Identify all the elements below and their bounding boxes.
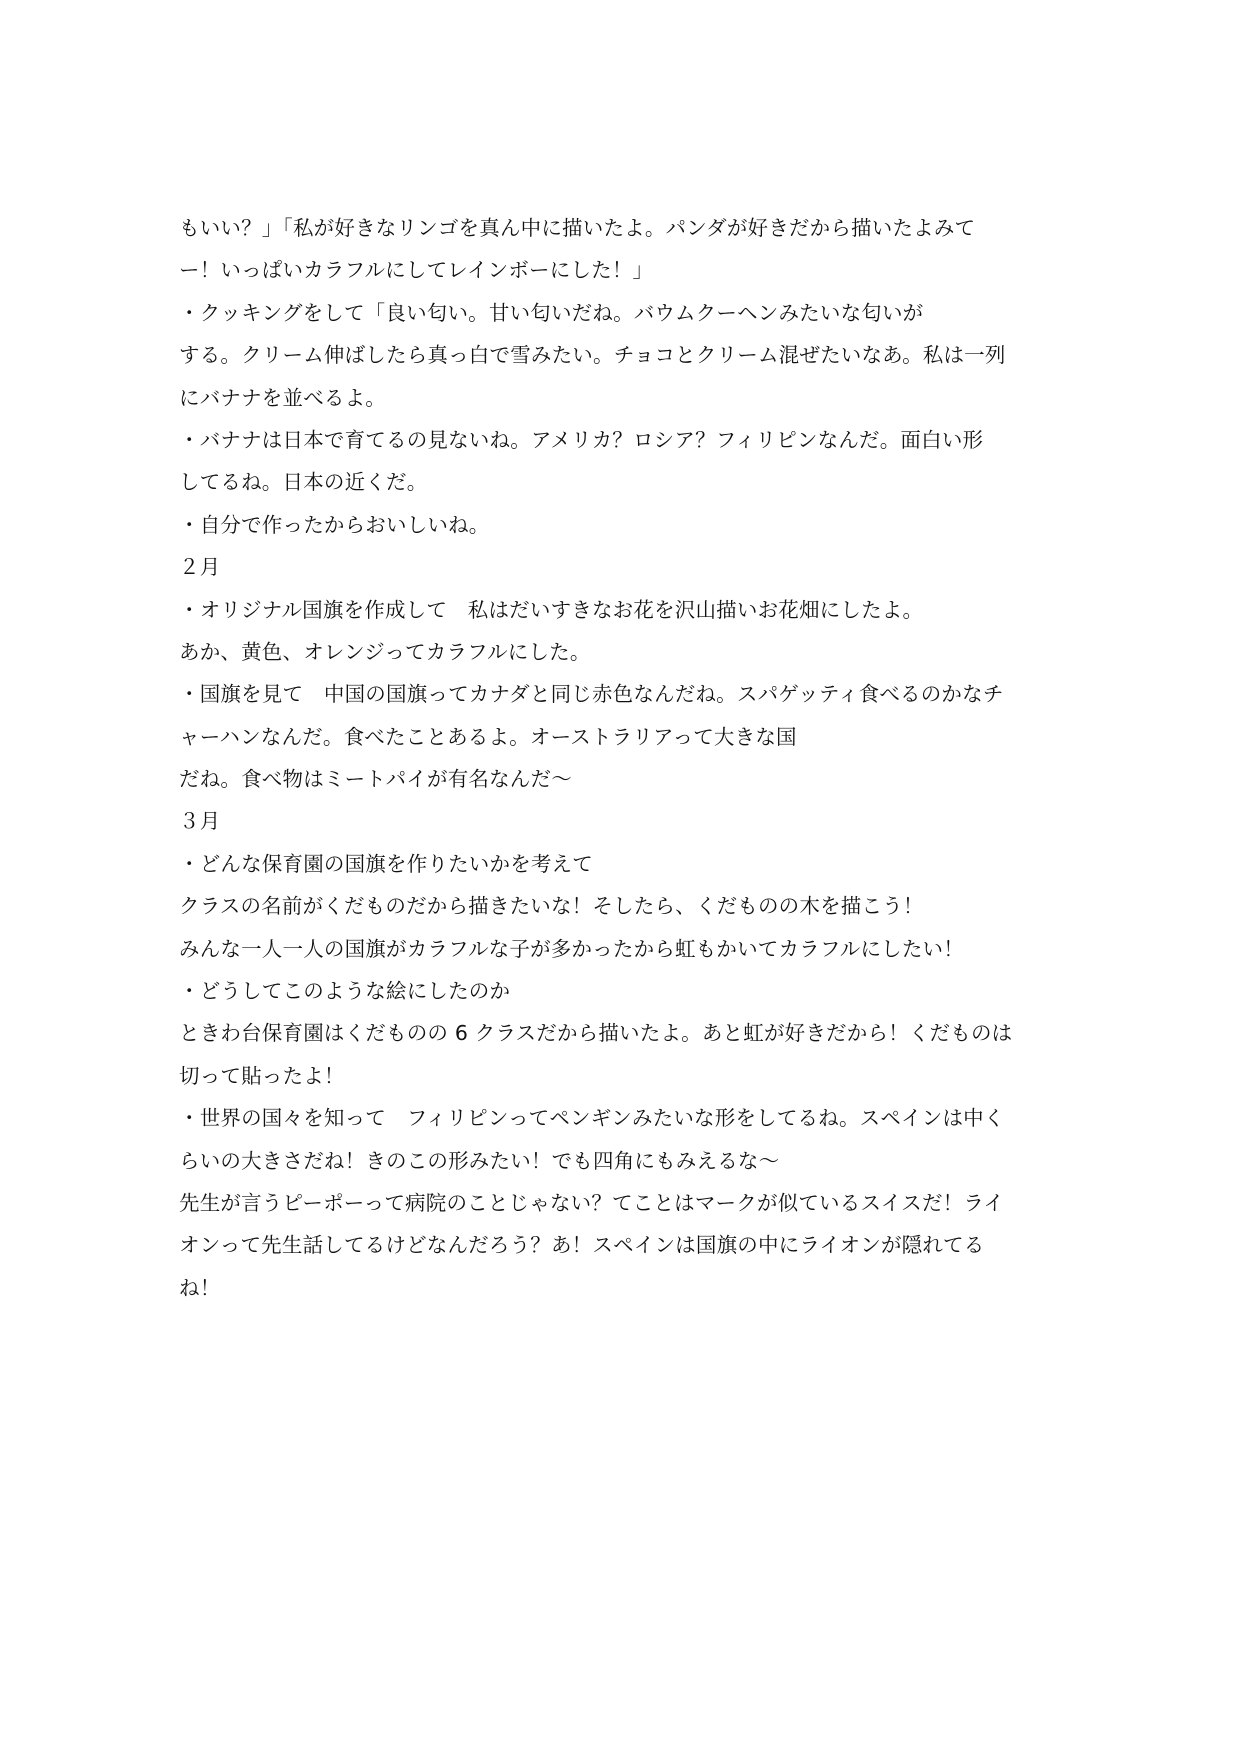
text-line: ャーハンなんだ。食べたことあるよ。オーストラリアって大きな国 <box>179 724 797 749</box>
text-line: する。クリーム伸ばしたら真っ白で雪みたい。チョコとクリーム混ぜたいなあ。私は一列 <box>179 343 1006 368</box>
text-line: ・世界の国々を知って フィリピンってペンギンみたいな形をしてるね。スペインは中く <box>179 1106 1005 1131</box>
text-line: もいい？」「私が好きなリンゴを真ん中に描いたよ。パンダが好きだから描いたよみて <box>179 216 976 240</box>
text-line: ・自分で作ったからおいしいね。 <box>179 512 490 537</box>
text-line: ・クッキングをして「良い匂い。甘い匂いだね。バウムクーヘンみたいな匂いが <box>179 300 924 325</box>
month-heading-february: ２月 <box>179 555 221 580</box>
text-line: あか、黄色、オレンジってカラフルにした。 <box>179 639 591 664</box>
text-line: してるね。日本の近くだ。 <box>179 470 428 495</box>
text-line: ・オリジナル国旗を作成して 私はだいすきなお花を沢山描いお花畑にしたよ。 <box>179 597 924 622</box>
text-line: ー！いっぱいカラフルにしてレインボーにした！」 <box>179 258 654 283</box>
text-line: らいの大きさだね！きのこの形みたい！でも四角にもみえるな～ <box>179 1148 780 1173</box>
text-line: ・バナナは日本で育てるの見ないね。アメリカ？ロシア？フィリピンなんだ。面白い形 <box>179 427 984 452</box>
text-line: 切って貼ったよ！ <box>179 1063 345 1088</box>
text-line: みんな一人一人の国旗がカラフルな子が多かったから虹もかいてカラフルにしたい！ <box>179 936 964 961</box>
text-line: ときわ台保育園はくだものの 6 クラスだから描いたよ。あと虹が好きだから！くだものは <box>179 1021 1013 1046</box>
text-line: ね！ <box>179 1275 221 1300</box>
text-line: だね。食べ物はミートパイが有名なんだ～ <box>179 767 572 792</box>
text-line: クラスの名前がくだものだから描きたいな！そしたら、くだものの木を描こう！ <box>179 894 924 919</box>
text-line: にバナナを並べるよ。 <box>179 385 386 410</box>
document-body <box>179 207 1079 1309</box>
text-line: ・どうしてこのような絵にしたのか <box>179 979 511 1004</box>
text-line: ・どんな保育園の国旗を作りたいかを考えて <box>179 851 593 876</box>
text-line: オンって先生話してるけどなんだろう？あ！スペインは国旗の中にライオンが隠れてる <box>179 1233 985 1258</box>
text-line: 先生が言うピーポーって病院のことじゃない？てことはマークが似ているスイスだ！ライ <box>179 1190 1005 1215</box>
text-line: ・国旗を見て 中国の国旗ってカナダと同じ赤色なんだね。スパゲッティ食べるのかなチ <box>179 682 1004 707</box>
month-heading-march: ３月 <box>179 809 221 834</box>
